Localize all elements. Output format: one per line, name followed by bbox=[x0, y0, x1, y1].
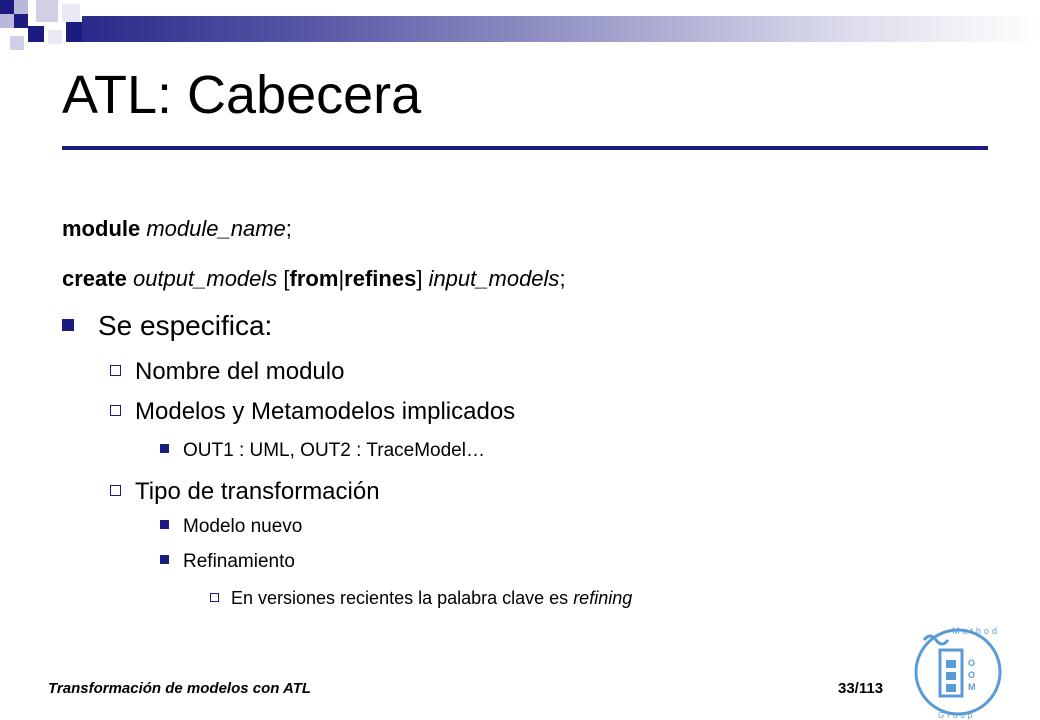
output-models: output_models bbox=[132, 266, 278, 291]
semicolon: ; bbox=[559, 266, 566, 291]
bullet-versiones bbox=[210, 588, 632, 609]
module-name: module_name bbox=[146, 216, 286, 241]
corner-square-5 bbox=[36, 0, 58, 22]
keyword-from: from bbox=[289, 266, 339, 291]
corner-square-3 bbox=[0, 14, 14, 28]
bullet-modelos bbox=[110, 398, 515, 426]
logo-letter-2: O bbox=[968, 670, 976, 680]
bullet-se-especifica bbox=[62, 310, 272, 342]
bullet-modelo-nuevo bbox=[160, 516, 302, 538]
hollow-square-bullet-icon bbox=[210, 593, 219, 602]
hollow-square-bullet-icon bbox=[110, 365, 121, 376]
keyword-refining: refining bbox=[573, 588, 633, 608]
header-gradient-bar bbox=[82, 16, 1040, 42]
bracket-open: [ bbox=[283, 266, 290, 291]
corner-square-9 bbox=[48, 30, 62, 44]
square-bullet-icon bbox=[160, 444, 169, 453]
bullet-text: Modelo nuevo bbox=[183, 516, 303, 537]
bullet-refinamiento bbox=[160, 551, 295, 573]
semicolon: ; bbox=[285, 216, 292, 241]
keyword-refines: refines bbox=[344, 266, 417, 291]
square-bullet-icon bbox=[160, 555, 169, 564]
bracket-close: ] bbox=[416, 266, 423, 291]
bullet-text: OUT1 : UML, OUT2 : TraceModel… bbox=[183, 440, 485, 461]
corner-square-1 bbox=[0, 0, 14, 14]
bullet-text: Se especifica: bbox=[98, 310, 273, 341]
hollow-square-bullet-icon bbox=[110, 485, 121, 496]
bullet-text: Tipo de transformación bbox=[135, 478, 380, 505]
corner-square-8 bbox=[10, 36, 24, 50]
bullet-text: En versiones recientes la palabra clave es bbox=[231, 588, 574, 608]
oo-method-group-logo-icon bbox=[908, 620, 1008, 720]
code-line-module bbox=[62, 216, 292, 242]
corner-square-4 bbox=[14, 14, 28, 28]
bullet-nombre bbox=[110, 358, 344, 386]
corner-square-6 bbox=[62, 4, 80, 22]
logo-letter-1: O bbox=[968, 658, 976, 668]
bullet-tipo bbox=[110, 478, 380, 506]
input-models: input_models bbox=[428, 266, 560, 291]
corner-square-7 bbox=[28, 26, 44, 42]
pipe: | bbox=[338, 266, 345, 291]
corner-square-2 bbox=[14, 0, 28, 14]
logo-text-top: Method bbox=[952, 626, 1001, 636]
keyword-create: create bbox=[62, 266, 127, 291]
logo-text-bottom: Group bbox=[938, 711, 976, 720]
logo-letter-3: M bbox=[968, 682, 976, 692]
keyword-module: module bbox=[62, 216, 141, 241]
bullet-text: Modelos y Metamodelos implicados bbox=[135, 398, 516, 425]
corner-square-10 bbox=[66, 22, 82, 42]
square-bullet-icon bbox=[62, 319, 74, 331]
hollow-square-bullet-icon bbox=[110, 405, 121, 416]
code-line-create bbox=[62, 266, 566, 292]
square-bullet-icon bbox=[160, 520, 169, 529]
slide-title: ATL: Cabecera bbox=[62, 65, 422, 125]
bullet-text: Nombre del modulo bbox=[135, 358, 345, 385]
footer-title: Transformación de modelos con ATL bbox=[48, 680, 312, 697]
bullet-out bbox=[160, 440, 485, 462]
bullet-text: Refinamiento bbox=[183, 551, 295, 572]
title-underline bbox=[62, 146, 988, 150]
page-number: 33/113 bbox=[838, 680, 884, 697]
